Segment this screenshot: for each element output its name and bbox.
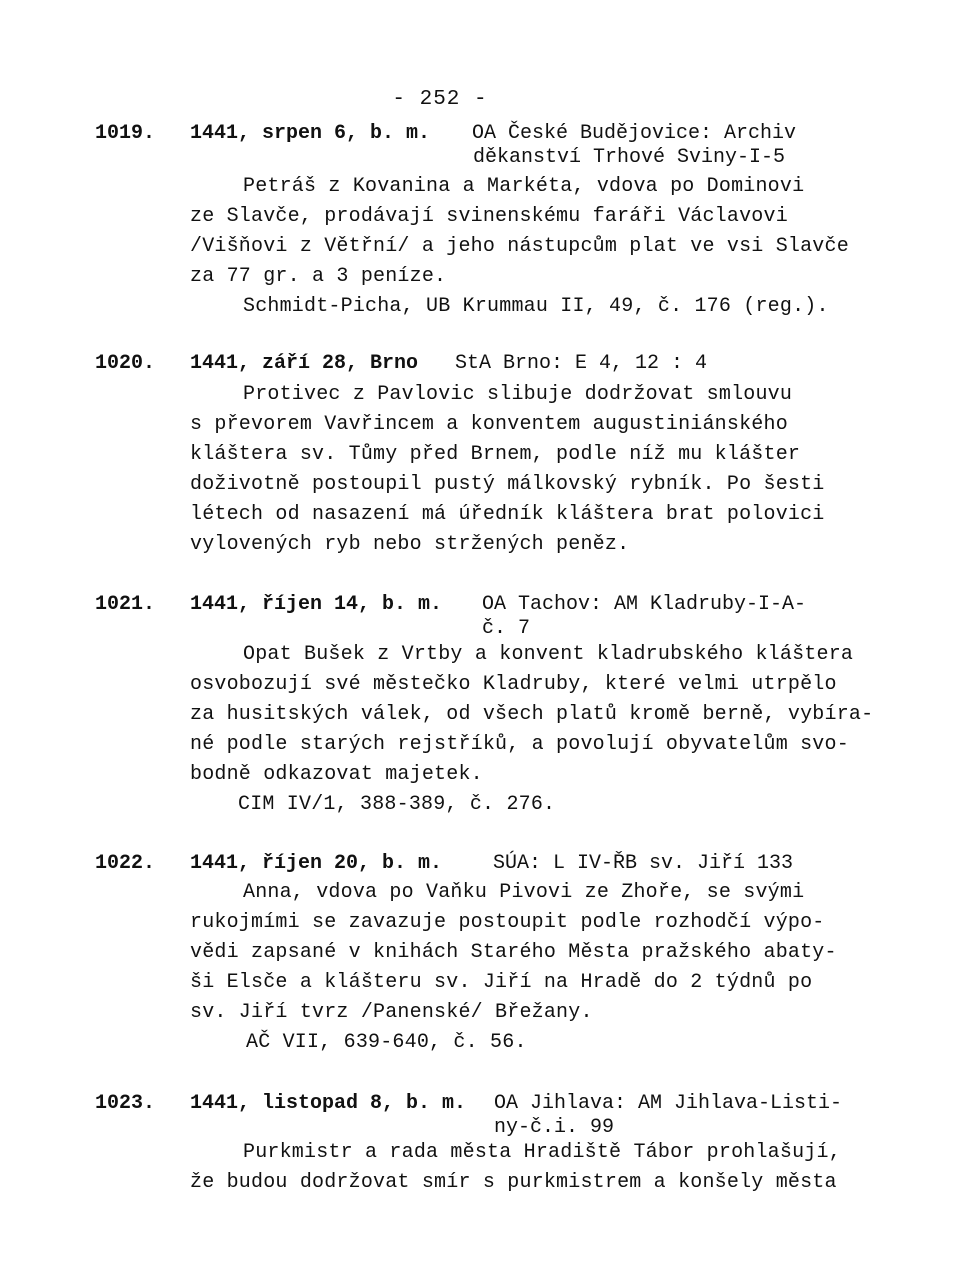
entry-source <box>494 1092 842 1140</box>
text-line: za 77 gr. a 3 peníze. <box>190 265 447 288</box>
source-line: č. 7 <box>482 617 531 640</box>
entry-reference: AČ VII, 639-640, č. 56. <box>246 1031 527 1054</box>
entry-number: 1022. <box>95 852 156 875</box>
text-line: ze Slavče, prodávají svinenskému faráři Václavovi <box>190 205 788 228</box>
entry-reference: CIM IV/1, 388-389, č. 276. <box>238 793 556 816</box>
entry-date: 1441, říjen 14, b. m. <box>190 593 443 616</box>
page-number: - 252 - <box>392 88 488 111</box>
text-line: vylovených ryb nebo stržených peněz. <box>190 533 630 556</box>
entry-number: 1023. <box>95 1092 156 1115</box>
entry-source <box>472 122 796 170</box>
source-line: ny-č.i. 99 <box>494 1116 615 1139</box>
entry-source <box>455 352 707 376</box>
entry-number: 1019. <box>95 122 156 145</box>
entry-number: 1020. <box>95 352 156 375</box>
entry-date: 1441, srpen 6, b. m. <box>190 122 431 145</box>
text-line: rukojmími se zavazuje postoupit podle rozhodčí výpo- <box>190 911 825 934</box>
text-line: né podle starých rejstříků, a povolují obyvatelům svo- <box>190 733 849 756</box>
text-line: doživotně postoupil pustý málkovský rybník. Po šesti <box>190 473 825 496</box>
text-line: za husitských válek, od všech platů kromě berně, vybíra- <box>190 703 874 726</box>
text-line: osvobozují své městečko Kladruby, které velmi utrpělo <box>190 673 837 696</box>
entry-date: 1441, říjen 20, b. m. <box>190 852 443 875</box>
text-line: kláštera sv. Tůmy před Brnem, podle níž mu klášter <box>190 443 801 466</box>
source-line: SÚA: L IV-ŘB sv. Jiří 133 <box>493 852 794 875</box>
text-line: že budou dodržovat smír s purkmistrem a konšely města <box>190 1171 837 1194</box>
entry-source <box>482 593 806 641</box>
entry-source <box>493 852 793 876</box>
source-line: OA Jihlava: AM Jihlava-Listi- <box>494 1092 843 1115</box>
text-line: Purkmistr a rada města Hradiště Tábor prohlašují, <box>243 1141 841 1164</box>
text-line: Opat Bušek z Vrtby a konvent kladrubského kláštera <box>243 643 854 666</box>
source-line: OA Tachov: AM Kladruby-I-A- <box>482 593 807 616</box>
text-line: Petráš z Kovanina a Markéta, vdova po Dominovi <box>243 175 805 198</box>
text-line: ši Elsče a klášteru sv. Jiří na Hradě do 2 týdnů po <box>190 971 813 994</box>
text-line: s převorem Vavřincem a konventem augustiniánského <box>190 413 788 436</box>
entry-date: 1441, září 28, Brno <box>190 352 419 375</box>
text-line: bodně odkazovat majetek. <box>190 763 483 786</box>
text-line: sv. Jiří tvrz /Panenské/ Břežany. <box>190 1001 593 1024</box>
entry-reference: Schmidt-Picha, UB Krummau II, 49, č. 176 (reg.). <box>243 295 829 318</box>
text-line: /Višňovi z Větřní/ a jeho nástupcům plat ve vsi Slavče <box>190 235 849 258</box>
source-line: StA Brno: E 4, 12 : 4 <box>455 352 708 375</box>
source-line: děkanství Trhové Sviny-I-5 <box>473 146 786 169</box>
entry-number: 1021. <box>95 593 156 616</box>
entry-date: 1441, listopad 8, b. m. <box>190 1092 467 1115</box>
text-line: vědi zapsané v knihách Starého Města pražského abaty- <box>190 941 837 964</box>
text-line: Anna, vdova po Vaňku Pivovi ze Zhoře, se svými <box>243 881 805 904</box>
text-line: Protivec z Pavlovic slibuje dodržovat smlouvu <box>243 383 793 406</box>
text-line: létech od nasazení má úředník kláštera brat polovici <box>190 503 825 526</box>
source-line: OA České Budějovice: Archiv <box>472 122 797 145</box>
